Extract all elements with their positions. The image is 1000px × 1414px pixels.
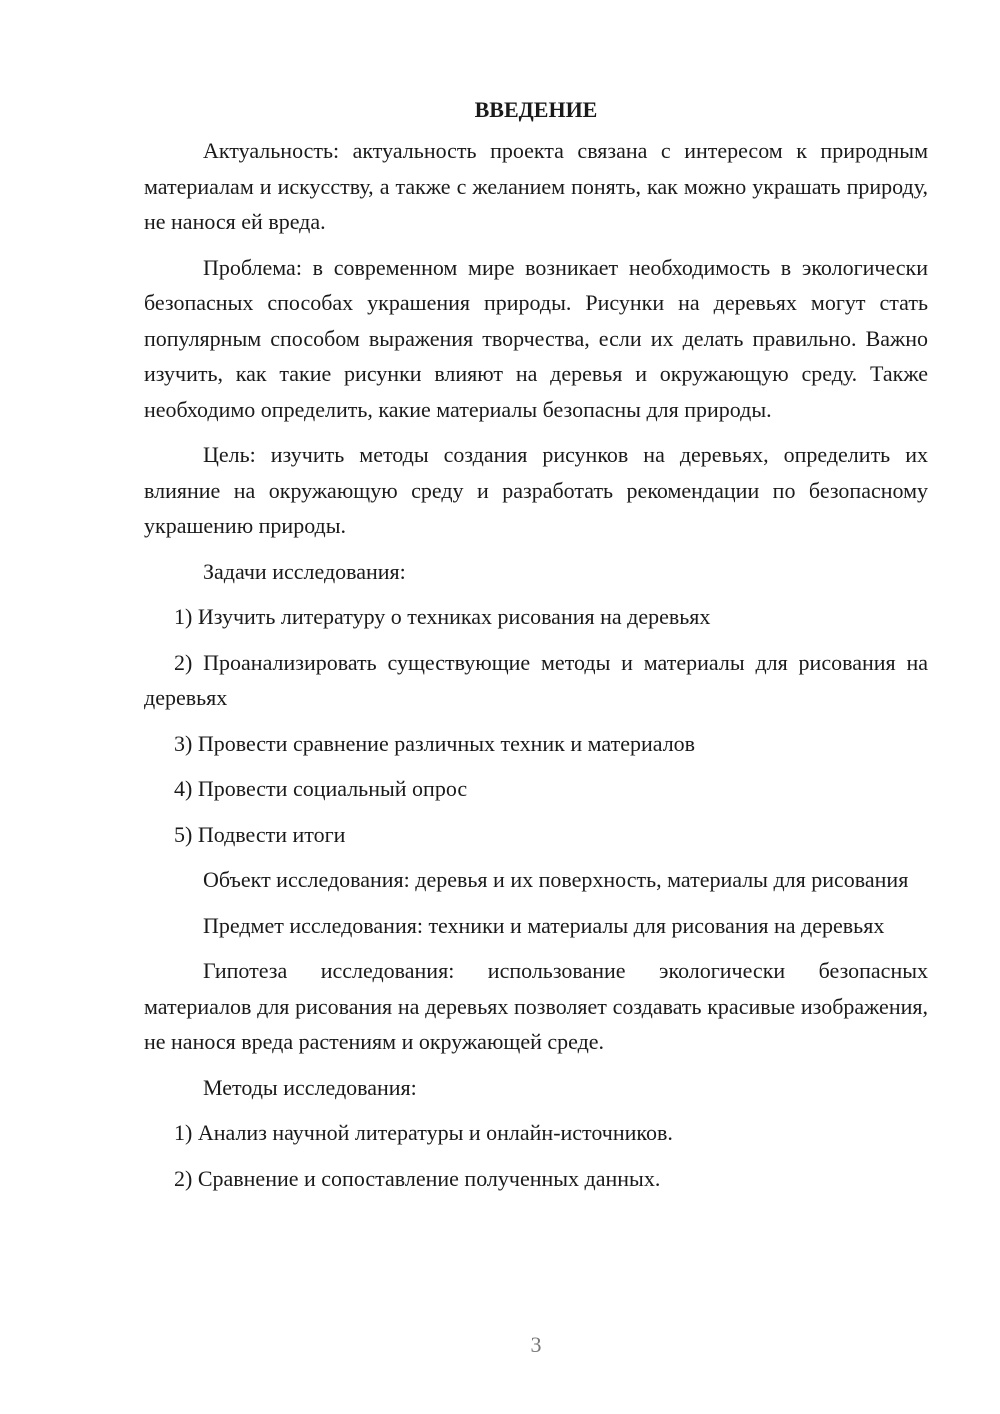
list-item-task-1: 1) Изучить литературу о техниках рисования на деревьях — [174, 604, 711, 629]
paragraph-goal: Цель: изучить методы создания рисунков на деревьях, определить их влияние на окружающую среду и разработать рекомендации по безопасному украшению природы. — [144, 442, 928, 538]
list-item-method-2: 2) Сравнение и сопоставление полученных данных. — [174, 1165, 661, 1191]
list-item-task-2: 2) Проанализировать существующие методы и материалы для рисования на деревьях — [144, 649, 928, 710]
section-title: ВВЕДЕНИЕ — [474, 97, 598, 122]
paragraph-relevance: Актуальность: актуальность проекта связана с интересом к природным материалам и искусству, а также с желанием понять, как можно украшать природу, не нанося ей вреда. — [144, 138, 928, 234]
paragraph-subject: Предмет исследования: техники и материалы для рисования на деревьях — [203, 912, 885, 938]
paragraph-tasks-heading: Задачи исследования: — [203, 558, 406, 584]
paragraph-object: Объект исследования: деревья и их поверхность, материалы для рисования — [203, 867, 909, 892]
list-item-task-4: 4) Провести социальный опрос — [174, 776, 468, 801]
paragraph-methods-heading: Методы исследования: — [203, 1074, 417, 1100]
page-number: 3 — [530, 1332, 542, 1357]
list-item-task-5: 5) Подвести итоги — [174, 821, 346, 847]
list-item-task-3: 3) Провести сравнение различных техник и материалов — [174, 730, 696, 756]
document-page — [144, 95, 928, 1206]
paragraph-hypothesis: Гипотеза исследования: использование экологически безопасных материалов для рисования на деревьях позволяет создавать красивые изображения, не нанося вреда растениям и окружающей среде. — [144, 958, 928, 1054]
list-item-method-1: 1) Анализ научной литературы и онлайн-источников. — [174, 1120, 673, 1145]
paragraph-problem: Проблема: в современном мире возникает необходимость в экологически безопасных способах украшения природы. Рисунки на деревьях могут стать популярным способом выражения творчества, если их делать правильно. Важно изучить, как такие рисунки влияют на деревья и окружающую среду. Также необходимо определить, какие материалы безопасны для природы. — [144, 254, 928, 422]
